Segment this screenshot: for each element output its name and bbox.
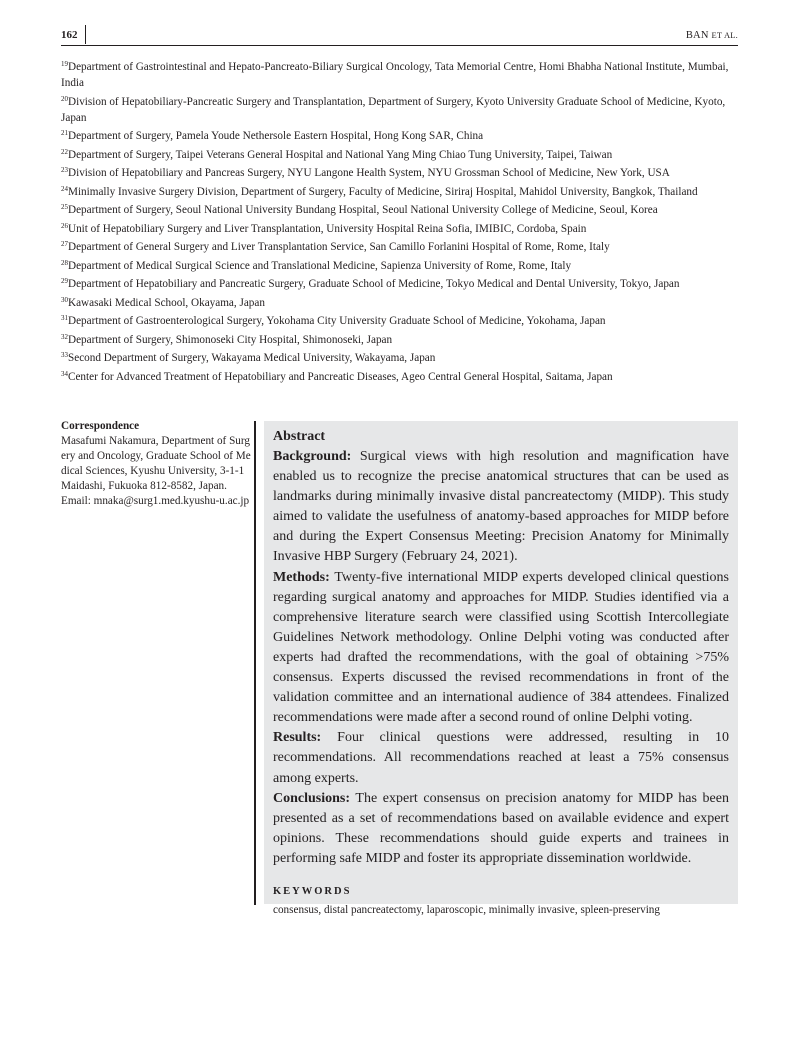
page-number: 162 <box>61 29 78 41</box>
affiliation-number: 29 <box>61 277 68 285</box>
header-divider <box>85 25 86 44</box>
affiliation-item <box>61 239 741 255</box>
affiliation-number: 26 <box>61 221 68 230</box>
abstract-section-text: Four clinical questions were addressed, resulting in 10 recommendations. All recommendations reached at least a 75% consensus among experts. <box>273 730 730 786</box>
affiliation-item <box>61 276 741 292</box>
affiliation-item <box>61 128 741 144</box>
affiliation-item <box>61 165 741 181</box>
affiliation-item <box>61 295 741 311</box>
affiliation-text: Department of Hepatobiliary and Pancreatic Surgery, Graduate School of Medicine, Tokyo Medical and Dental University, Tokyo, Japan <box>68 278 680 290</box>
affiliation-text: Department of Gastrointestinal and Hepato-Pancreato-Biliary Surgical Oncology, Tata Memorial Centre, Homi Bhabha National Institute, Mumbai, India <box>61 61 729 89</box>
affiliation-number: 31 <box>61 314 68 322</box>
affiliation-text: Division of Hepatobiliary and Pancreas Surgery, NYU Langone Health System, NYU Grossman School of Medicine, New York, USA <box>68 167 670 179</box>
affiliation-number: 33 <box>61 351 68 359</box>
affiliation-item <box>61 313 741 329</box>
running-head-etal: ET AL. <box>711 30 738 40</box>
abstract-section-text: Twenty-five international MIDP experts developed clinical questions regarding surgical anatomy and approaches for MIDP. Studies identified via a comprehensive literature search were classified using Scottish Intercollegiate Guidelines Network methodology. Online Delphi voting was conducted after experts had drafted the recommendations, with the goal of obtaining >75% consensus. Experts discussed the revised recommendations in front of the validation committee and an international audience of 384 attendees. Finalized recommendations were made after a second round of online Delphi voting. <box>273 569 729 726</box>
abstract-panel <box>264 421 738 916</box>
affiliation-item <box>61 94 741 126</box>
abstract-methods <box>273 568 729 729</box>
running-head-authors: BAN <box>685 30 709 41</box>
affiliation-text: Kawasaki Medical School, Okayama, Japan <box>68 296 265 309</box>
affiliation-text: Department of Gastroenterological Surgery, Yokohama City University Graduate School of Medicine, Yokohama, Japan <box>68 315 606 327</box>
affiliation-number: 34 <box>61 369 68 378</box>
abstract-section-label: Results: <box>273 730 322 746</box>
column-divider <box>254 421 256 905</box>
affiliation-list <box>61 59 741 387</box>
affiliation-number: 28 <box>61 258 68 267</box>
keywords-title: KEYWORDS <box>273 885 352 897</box>
affiliation-item <box>61 184 741 200</box>
abstract-background <box>273 447 729 568</box>
affiliation-number: 23 <box>61 166 68 174</box>
affiliation-number: 21 <box>61 129 68 137</box>
affiliation-text: Department of Surgery, Seoul National University Bundang Hospital, Seoul National University College of Medicine, Seoul, Korea <box>68 204 658 216</box>
keywords-list: consensus, distal pancreatectomy, laparoscopic, minimally invasive, spleen-preserving <box>273 903 660 916</box>
affiliation-text: Department of Surgery, Shimonoseki City Hospital, Shimonoseki, Japan <box>68 333 393 346</box>
affiliation-number: 19 <box>61 60 68 68</box>
affiliation-item <box>61 258 741 274</box>
affiliation-item <box>61 350 741 366</box>
abstract-section-label: Methods: <box>273 569 330 585</box>
abstract-section-label: Conclusions: <box>273 790 351 806</box>
page-header <box>61 27 738 46</box>
abstract-section-text: Surgical views with high resolution and magnification have enabled us to recognize the precise anatomical structures that can be used as landmarks during minimally invasive distal pancreatectomy (MIDP). This study aimed to validate the usefulness of anatomy-based approaches for MIDP before and during the Expert Consensus Meeting: Precision Anatomy for Minimally Invasive HBP Surgery (February 24, 2021). <box>273 449 730 565</box>
affiliation-text: Division of Hepatobiliary-Pancreatic Surgery and Transplantation, Department of Surgery, Kyoto University Graduate School of Medicine, Kyoto, Japan <box>61 95 726 124</box>
affiliation-item <box>61 202 741 218</box>
affiliation-item <box>61 332 741 348</box>
correspondence-block <box>61 419 251 509</box>
abstract-section-text: The expert consensus on precision anatomy for MIDP has been presented as a set of recommendations based on available evidence and expert opinions. These recommendations should guide experts and trainees in performing safe MIDP and foster its appropriate dissemination worldwide. <box>273 790 729 866</box>
affiliation-number: 30 <box>61 295 68 304</box>
abstract-conclusions <box>273 789 729 869</box>
abstract-section-label: Background: <box>273 449 352 464</box>
affiliation-text: Second Department of Surgery, Wakayama Medical University, Wakayama, Japan <box>68 352 436 364</box>
correspondence-address: Masafumi Nakamura, Department of Surgery and Oncology, Graduate School of Medical Sciences, Kyushu University, 3-1-1 Maidashi, Fukuoka 812-8582, Japan. <box>61 435 251 492</box>
affiliation-number: 27 <box>61 240 68 248</box>
affiliation-text: Department of General Surgery and Liver Transplantation Service, San Camillo Forlanini Hospital of Rome, Rome, Italy <box>68 241 610 253</box>
affiliation-text: Department of Medical Surgical Science and Translational Medicine, Sapienza University of Rome, Rome, Italy <box>68 259 572 272</box>
abstract-title: Abstract <box>273 429 326 444</box>
affiliation-item <box>61 369 741 385</box>
running-head <box>686 27 738 44</box>
affiliation-number: 20 <box>61 94 68 103</box>
affiliation-item <box>61 147 741 163</box>
affiliation-item <box>61 221 741 237</box>
correspondence-email[interactable]: Email: mnaka@surg1.med.kyushu-u.ac.jp <box>61 495 250 507</box>
affiliation-text: Minimally Invasive Surgery Division, Department of Surgery, Faculty of Medicine, Siriraj Hospital, Mahidol University, Bangkok, Thailand <box>68 185 698 198</box>
affiliation-text: Department of Surgery, Taipei Veterans General Hospital and National Yang Ming Chiao Tung University, Taipei, Taiwan <box>68 148 613 161</box>
affiliation-number: 22 <box>61 147 68 156</box>
affiliation-number: 25 <box>61 203 68 211</box>
affiliation-number: 32 <box>61 332 68 341</box>
affiliation-item <box>61 59 741 91</box>
correspondence-title: Correspondence <box>61 420 140 432</box>
abstract-results <box>273 728 729 788</box>
affiliation-text: Unit of Hepatobiliary Surgery and Liver Transplantation, University Hospital Reina Sofia, IMIBIC, Cordoba, Spain <box>68 222 587 235</box>
affiliation-text: Center for Advanced Treatment of Hepatobiliary and Pancreatic Diseases, Ageo Central General Hospital, Saitama, Japan <box>68 370 613 383</box>
affiliation-number: 24 <box>61 184 68 193</box>
affiliation-text: Department of Surgery, Pamela Youde Nethersole Eastern Hospital, Hong Kong SAR, China <box>68 130 484 142</box>
